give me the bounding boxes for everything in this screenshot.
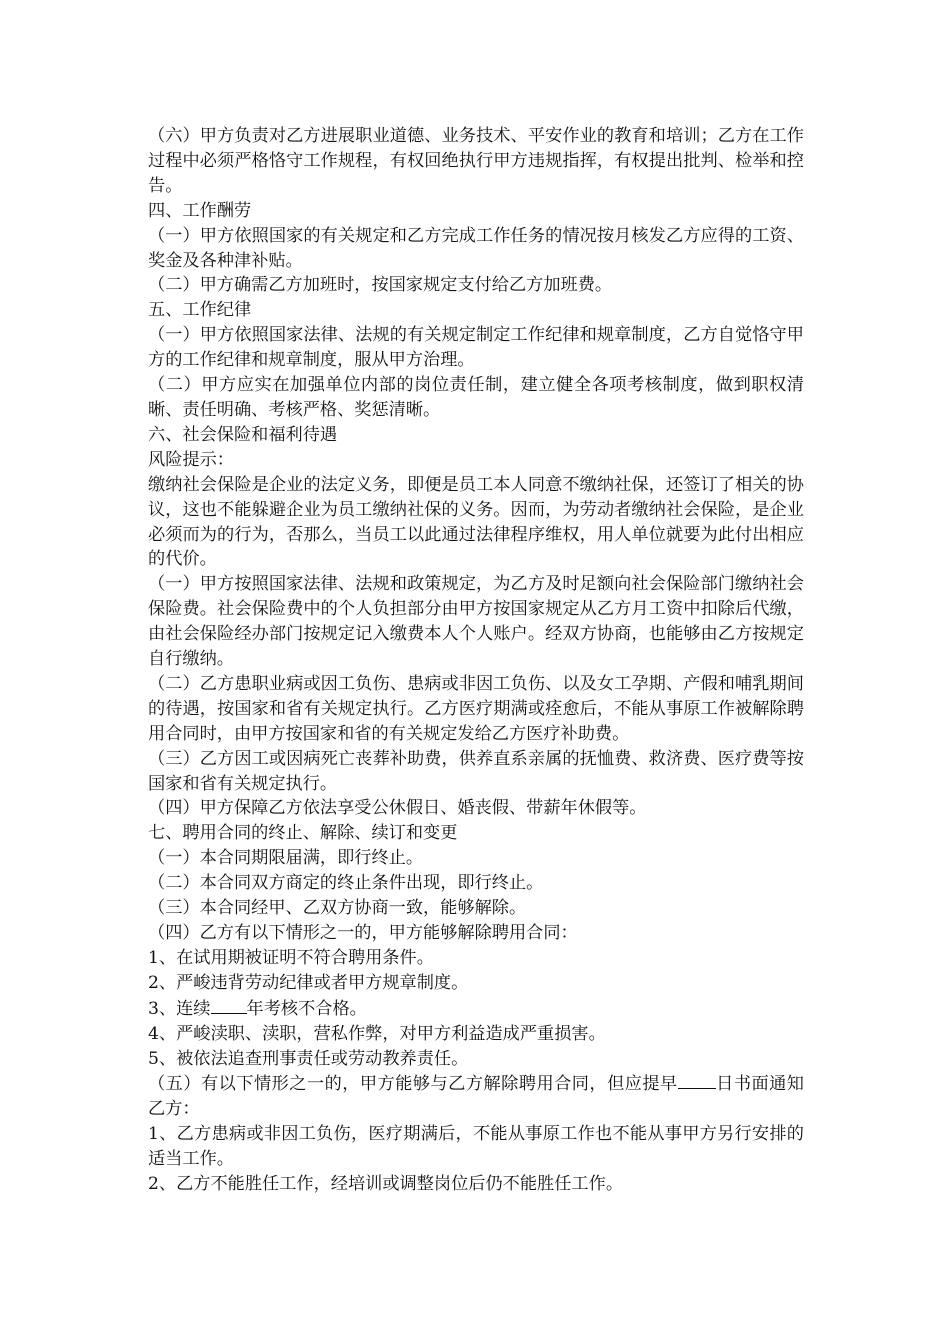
item-7-4-3-prefix: 3、连续 (148, 998, 211, 1019)
paragraph-group-b (148, 1022, 804, 1072)
paragraph: （二）甲方确需乙方加班时，按国家规定支付给乙方加班费。 (148, 275, 613, 296)
paragraph-group-a (148, 124, 804, 996)
days-blank (678, 1071, 716, 1089)
paragraph: （三）本合同经甲、乙双方协商一致，能够解除。 (148, 898, 527, 919)
paragraph: （一）甲方依照国家的有关规定和乙方完成工作任务的情况按月核发乙方应得的工资、奖金及各种津补贴。 (148, 225, 804, 271)
paragraph-group-c (148, 1122, 804, 1197)
clause-7-5-suffix: 日书面通知乙方： (148, 1074, 804, 1120)
section-heading: 六、社会保险和福利待遇 (148, 424, 338, 445)
paragraph: 2、严峻违背劳动纪律或者甲方规章制度。 (148, 972, 469, 993)
paragraph: （六）甲方负责对乙方进展职业道德、业务技术、平安作业的教育和培训；乙方在工作过程中必须严格恪守工作规程，有权回绝执行甲方违规指挥，有权提出批判、检举和控告。 (148, 126, 804, 196)
paragraph: 缴纳社会保险是企业的法定义务，即便是员工本人同意不缴纳社保，还签订了相关的协议，这也不能躲避企业为员工缴纳社保的义务。因而，为劳动者缴纳社会保险，是企业必须而为的行为，否那么，当员工以此通过法律程序维权，用人单位就要为此付出相应的代价。 (148, 474, 804, 570)
section-heading: 五、工作纪律 (148, 300, 252, 321)
paragraph: （二）乙方患职业病或因工负伤、患病或非因工负伤、以及女工孕期、产假和哺乳期间的待遇，按国家和省有关规定执行。乙方医疗期满或痊愈后，不能从事原工作被解除聘用合同时，由甲方按国家和省的有关规定发给乙方医疗补助费。 (148, 673, 804, 744)
paragraph: 2、乙方不能胜任工作，经培训或调整岗位后仍不能胜任工作。 (148, 1174, 624, 1195)
section-heading: 七、聘用合同的终止、解除、续订和变更 (148, 823, 458, 844)
paragraph: 1、在试用期被证明不符合聘用条件。 (148, 947, 434, 968)
paragraph: （四）乙方有以下情形之一的，甲方能够解除聘用合同： (148, 923, 578, 943)
paragraph: （一）甲方依照国家法律、法规的有关规定制定工作纪律和规章制度，乙方自觉恪守甲方的工作纪律和规章制度，服从甲方治理。 (148, 325, 804, 371)
clause-7-5 (148, 1071, 804, 1122)
item-7-4-3-suffix: 年考核不合格。 (246, 998, 367, 1019)
paragraph: 4、严峻渎职、渎职，营私作弊，对甲方利益造成严重损害。 (148, 1023, 606, 1044)
paragraph: （二）甲方应实在加强单位内部的岗位责任制，建立健全各项考核制度，做到职权清晰、责任明确、考核严格、奖惩清晰。 (148, 375, 804, 420)
paragraph: 1、乙方患病或非因工负伤，医疗期满后，不能从事原工作也不能从事甲方另行安排的适当工作。 (148, 1124, 804, 1170)
paragraph: （二）本合同双方商定的终止条件出现，即行终止。 (148, 873, 544, 894)
document-body (148, 124, 804, 1197)
clause-7-4-item-3 (148, 996, 804, 1022)
paragraph: 5、被依法追查刑事责任或劳动教养责任。 (148, 1048, 469, 1069)
section-heading: 风险提示： (148, 449, 234, 470)
paragraph: （一）甲方按照国家法律、法规和政策规定，为乙方及时足额向社会保险部门缴纳社会保险费。社会保险费中的个人负担部分由甲方按国家规定从乙方月工资中扣除后代缴，由社会保险经办部门按规定记入缴费本人个人账户。经双方协商，也能够由乙方按规定自行缴纳。 (148, 574, 804, 670)
years-blank (211, 996, 247, 1014)
paragraph: （三）乙方因工或因病死亡丧葬补助费，供养直系亲属的抚恤费、救济费、医疗费等按国家和省有关规定执行。 (148, 748, 804, 794)
paragraph: （四）甲方保障乙方依法享受公休假日、婚丧假、带薪年休假等。 (148, 798, 647, 819)
section-heading: 四、工作酬劳 (148, 200, 252, 221)
clause-7-5-prefix: （五）有以下情形之一的，甲方能够与乙方解除聘用合同，但应提早 (148, 1074, 678, 1095)
paragraph: （一）本合同期限届满，即行终止。 (148, 848, 424, 869)
